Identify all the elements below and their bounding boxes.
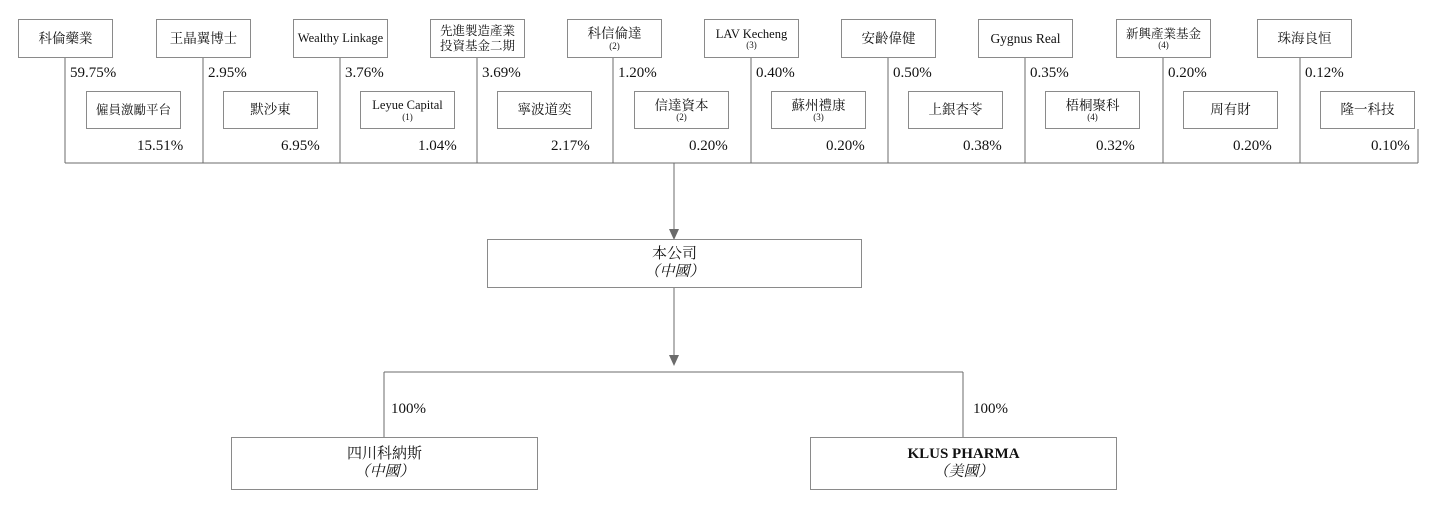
shareholder-name: 蘇州禮康 xyxy=(791,97,846,113)
shareholder-name: 新興產業基金 xyxy=(1125,26,1201,41)
footnote-marker: (3) xyxy=(813,112,824,123)
shareholder-name: 僱員激勵平台 xyxy=(95,102,171,117)
subsidiary-jurisdiction: （中國） xyxy=(354,463,415,480)
shareholder-name: LAV Kecheng xyxy=(715,26,788,41)
shareholder-name: 科信倫達 xyxy=(587,26,642,42)
shareholder-name: 寧波道奕 xyxy=(517,102,572,118)
ownership-pct: 0.20% xyxy=(689,138,728,154)
ownership-pct: 0.10% xyxy=(1371,138,1410,154)
shareholder-box xyxy=(1045,91,1140,129)
footnote-marker: (4) xyxy=(1158,40,1169,51)
ownership-pct: 3.76% xyxy=(345,65,384,81)
shareholder-box xyxy=(223,91,318,129)
ownership-pct: 0.40% xyxy=(756,65,795,81)
ownership-pct: 0.38% xyxy=(963,138,1002,154)
ownership-pct: 0.20% xyxy=(1233,138,1272,154)
shareholder-name: 先進製造產業投資基金二期 xyxy=(439,24,515,53)
ownership-pct: 0.32% xyxy=(1096,138,1135,154)
shareholder-name: 隆一科技 xyxy=(1340,102,1395,118)
ownership-pct: 1.04% xyxy=(418,138,457,154)
shareholder-name: 信達資本 xyxy=(654,97,709,113)
shareholder-box xyxy=(908,91,1003,129)
shareholder-box xyxy=(978,19,1073,58)
shareholder-name: Gygnus Real xyxy=(990,30,1061,46)
ownership-pct: 0.35% xyxy=(1030,65,1069,81)
ownership-pct: 1.20% xyxy=(618,65,657,81)
subsidiary-name: 四川科納斯 xyxy=(346,446,422,463)
shareholder-box xyxy=(1116,19,1211,58)
ownership-pct: 0.12% xyxy=(1305,65,1344,81)
footnote-marker: (2) xyxy=(609,40,620,51)
shareholder-box xyxy=(704,19,799,58)
footnote-marker: (1) xyxy=(402,111,413,122)
shareholder-box xyxy=(497,91,592,129)
ownership-pct: 0.20% xyxy=(1168,65,1207,81)
shareholder-box xyxy=(1320,91,1415,129)
ownership-pct: 3.69% xyxy=(482,65,521,81)
shareholder-name: 科倫藥業 xyxy=(38,30,93,46)
shareholder-box xyxy=(86,91,181,129)
company-box xyxy=(487,239,862,288)
footnote-marker: (2) xyxy=(676,112,687,123)
shareholder-name: Leyue Capital xyxy=(372,98,443,113)
ownership-pct: 59.75% xyxy=(70,65,117,81)
company-jurisdiction: （中國） xyxy=(644,263,705,280)
subsidiary-box xyxy=(231,437,538,490)
shareholder-name: 王晶翼博士 xyxy=(169,30,238,46)
shareholder-box xyxy=(360,91,455,129)
shareholder-box xyxy=(430,19,525,58)
ownership-pct: 6.95% xyxy=(281,138,320,154)
shareholder-name: 安齡偉健 xyxy=(861,30,916,46)
footnote-marker: (3) xyxy=(746,40,757,51)
shareholder-box xyxy=(841,19,936,58)
shareholder-name: 珠海良恒 xyxy=(1277,30,1332,46)
shareholder-box xyxy=(1257,19,1352,58)
company-name: 本公司 xyxy=(651,246,697,263)
shareholder-box xyxy=(293,19,388,58)
shareholder-name: 默沙東 xyxy=(250,102,291,118)
shareholder-box xyxy=(634,91,729,129)
subsidiary-ownership-pct: 100% xyxy=(391,401,426,417)
shareholder-box xyxy=(567,19,662,58)
shareholder-name: 上銀杏苓 xyxy=(928,102,983,118)
shareholder-box xyxy=(771,91,866,129)
subsidiary-jurisdiction: （美國） xyxy=(933,463,994,480)
ownership-pct: 0.50% xyxy=(893,65,932,81)
ownership-pct: 15.51% xyxy=(137,138,184,154)
footnote-marker: (4) xyxy=(1087,112,1098,123)
shareholder-box xyxy=(18,19,113,58)
shareholder-name: 梧桐聚科 xyxy=(1065,97,1120,113)
shareholder-box xyxy=(156,19,251,58)
ownership-pct: 2.17% xyxy=(551,138,590,154)
shareholder-box xyxy=(1183,91,1278,129)
shareholder-name: 周有財 xyxy=(1210,102,1251,118)
shareholder-name: Wealthy Linkage xyxy=(297,31,384,46)
subsidiary-name: KLUS PHARMA xyxy=(907,446,1020,463)
subsidiary-ownership-pct: 100% xyxy=(973,401,1008,417)
subsidiary-box xyxy=(810,437,1117,490)
ownership-pct: 0.20% xyxy=(826,138,865,154)
ownership-pct: 2.95% xyxy=(208,65,247,81)
